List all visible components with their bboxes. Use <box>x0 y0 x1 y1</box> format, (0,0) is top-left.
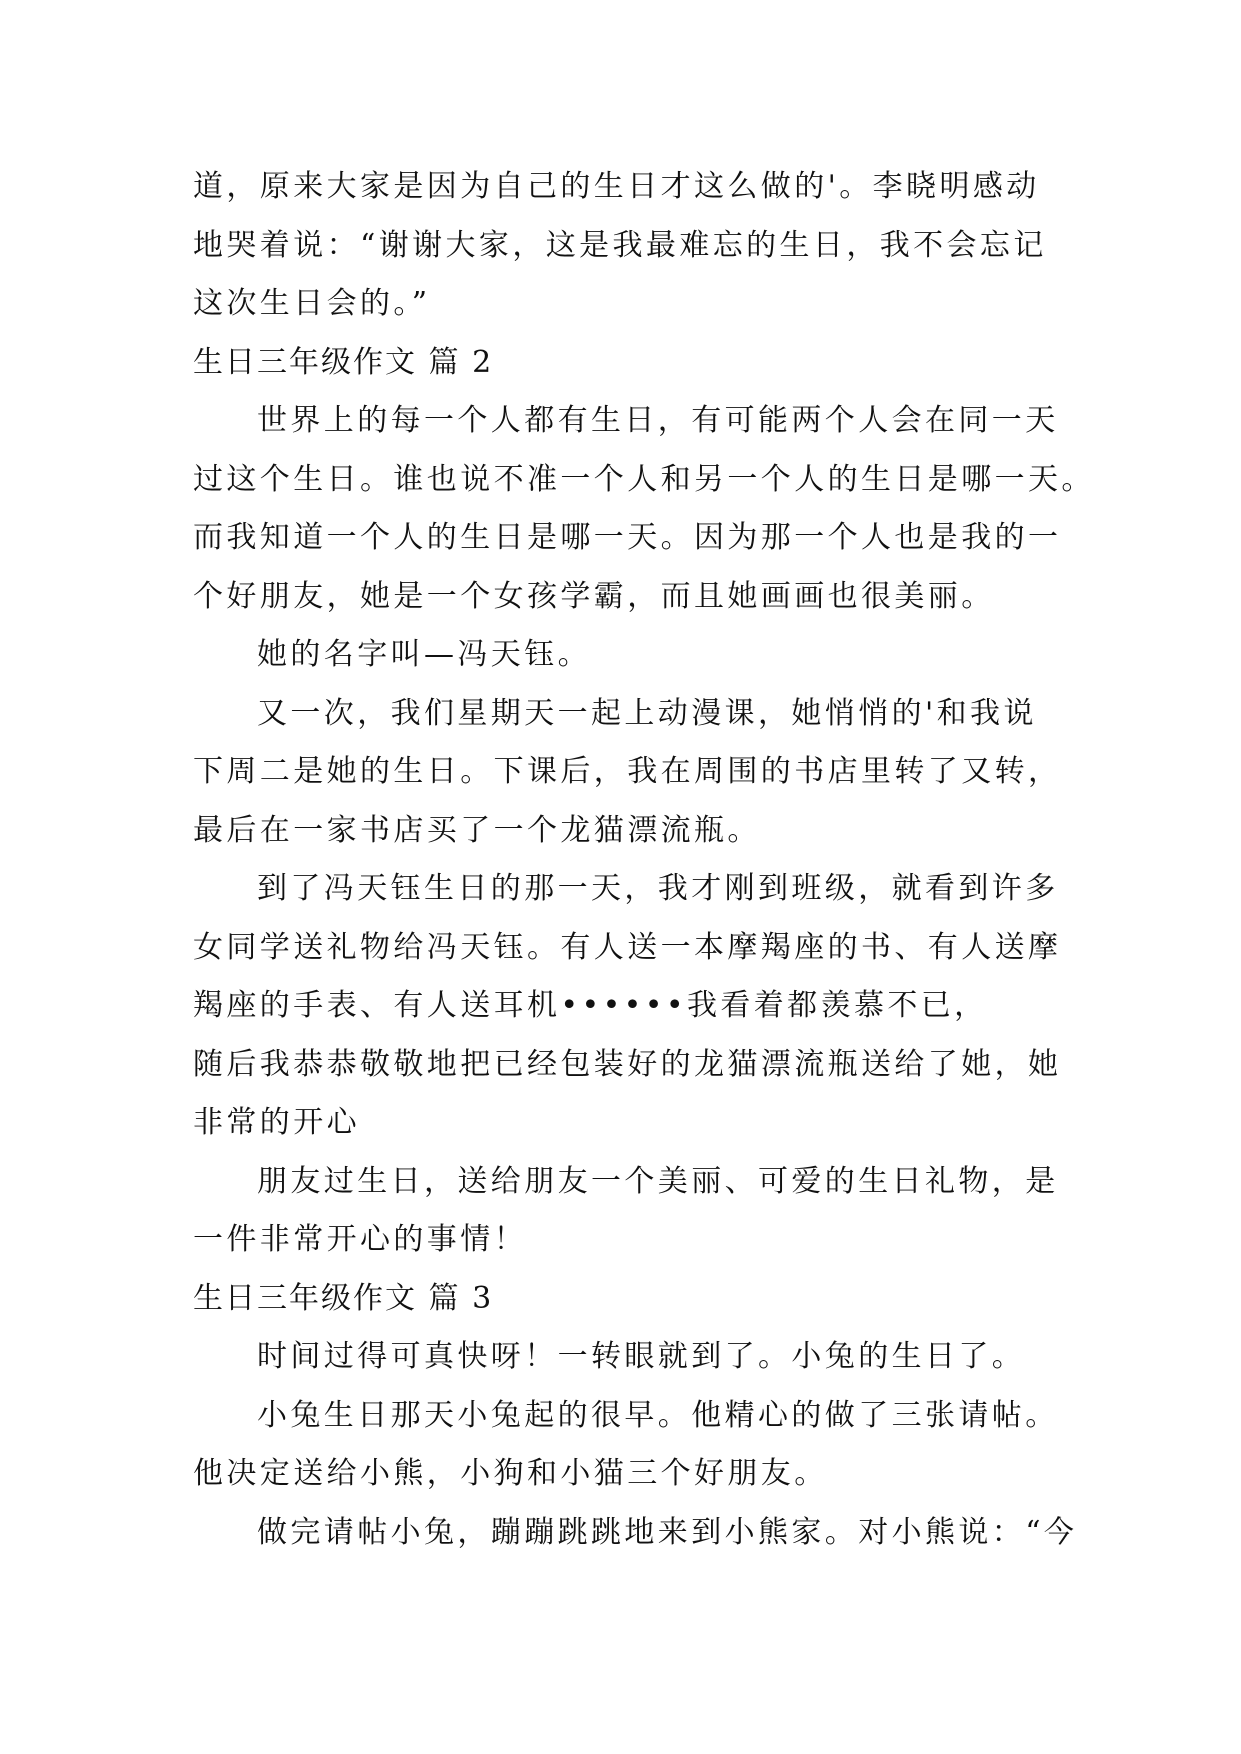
paragraph <box>193 860 1063 1153</box>
text-line: 朋友过生日，送给朋友一个美丽、可爱的生日礼物，是 <box>257 1163 1059 1199</box>
paragraph <box>193 1328 1063 1387</box>
paragraph <box>193 1504 1078 1563</box>
text-line: 过这个生日。谁也说不准一个人和另一个人的生日是哪一天。 <box>193 461 1095 497</box>
paragraph <box>193 158 1063 334</box>
text-line: 女同学送礼物给冯天钰。有人送一本摩羯座的书、有人送摩 <box>193 929 1062 965</box>
paragraph <box>193 1153 1063 1270</box>
paragraph <box>193 685 1063 861</box>
text-line: 羯座的手表、有人送耳机••••••我看着都羡慕不已， <box>193 988 988 1023</box>
text-line: 到了冯天钰生日的那一天，我才刚到班级，就看到许多 <box>257 871 1059 906</box>
heading-text: 生日三年级作文 篇 3 <box>193 1280 494 1316</box>
text-line: 下周二是她的生日。下课后，我在周围的书店里转了又转， <box>193 754 1062 789</box>
text-line: 她的名字叫—冯天钰。 <box>257 637 591 672</box>
text-line: 做完请帖小兔，蹦蹦跳跳地来到小熊家。对小熊说：“今 <box>257 1514 1078 1550</box>
text-line: 个好朋友，她是一个女孩学霸，而且她画画也很美丽。 <box>193 578 995 614</box>
text-line: 地哭着说：“谢谢大家，这是我最难忘的生日，我不会忘记 <box>193 227 1047 263</box>
text-line: 小兔生日那天小兔起的很早。他精心的做了三张请帖。 <box>257 1397 1059 1433</box>
text-line: 而我知道一个人的生日是哪一天。因为那一个人也是我的一 <box>193 520 1062 555</box>
text-line: 非常的开心 <box>193 1105 360 1140</box>
text-line: 道，原来大家是因为自己的生日才这么做的'。李晓明感动 <box>193 169 1040 204</box>
heading-text: 生日三年级作文 篇 2 <box>193 344 494 380</box>
text-line: 随后我恭恭敬敬地把已经包装好的龙猫漂流瓶送给了她，她 <box>193 1046 1062 1082</box>
text-line: 世界上的每一个人都有生日，有可能两个人会在同一天 <box>257 403 1059 438</box>
paragraph <box>193 392 1095 626</box>
text-line: 他决定送给小熊，小狗和小猫三个好朋友。 <box>193 1456 828 1491</box>
paragraph <box>193 1387 1063 1504</box>
text-line: 最后在一家书店买了一个龙猫漂流瓶。 <box>193 812 761 848</box>
section-heading <box>193 334 1063 393</box>
text-line: 又一次，我们星期天一起上动漫课，她悄悄的'和我说 <box>257 695 1037 731</box>
text-line: 这次生日会的。” <box>193 286 431 321</box>
text-line: 一件非常开心的事情！ <box>193 1222 527 1257</box>
paragraph <box>193 626 1063 685</box>
text-line: 时间过得可真快呀！一转眼就到了。小兔的生日了。 <box>257 1339 1026 1374</box>
section-heading <box>193 1270 1063 1329</box>
document-body <box>193 158 1095 1562</box>
